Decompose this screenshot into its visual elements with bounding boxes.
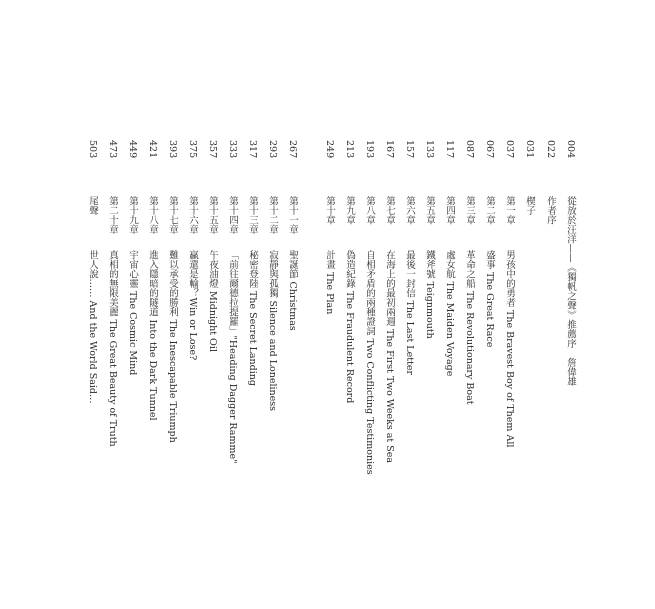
toc-entry [540, 0, 560, 609]
toc-chapter-label: 第七章 [384, 196, 395, 225]
toc-title: 真相的無限美麗 The Great Beauty of Truth [107, 250, 118, 447]
toc-chapter-label: 尾聲 [87, 196, 98, 215]
toc-page-number: 067 [484, 140, 495, 159]
toc-title: 贏還是輸？Win or Lose? [187, 250, 198, 361]
toc-title: 計畫 The Plan [324, 250, 335, 315]
toc-entry [262, 0, 282, 609]
toc-chapter-label: 第二十章 [107, 196, 118, 234]
toc-title: 聖誕節 Christmas [287, 250, 298, 331]
toc-chapter-label: 第九章 [344, 196, 355, 225]
toc-chapter-label: 第十七章 [167, 196, 178, 234]
toc-chapter-label: 第十三章 [247, 196, 258, 234]
toc-entry [222, 0, 242, 609]
toc-entry [319, 0, 339, 609]
toc-page-number: 333 [227, 140, 238, 159]
toc-chapter-label: 第十四章 [227, 196, 238, 234]
toc-chapter-label: 第八章 [364, 196, 375, 225]
toc-entry [439, 0, 459, 609]
toc-page-number: 317 [247, 140, 258, 159]
toc-entry [202, 0, 222, 609]
toc-chapter-label: 第十八章 [147, 196, 158, 234]
toc-entry [122, 0, 142, 609]
toc-chapter-label: 第十六章 [187, 196, 198, 234]
toc-page-number: 087 [464, 140, 475, 159]
toc-title: 革命之船 The Revolutionary Boat [464, 250, 475, 405]
toc-chapter-label: 第十五章 [207, 196, 218, 234]
toc-chapter-label: 第十章 [324, 196, 335, 225]
toc-entry [519, 0, 539, 609]
toc-page-number: 473 [107, 140, 118, 159]
toc-chapter-label: 第四章 [444, 196, 455, 225]
toc-entry [379, 0, 399, 609]
toc-entry [339, 0, 359, 609]
toc-page-number: 133 [424, 140, 435, 159]
toc-chapter-label: 第二章 [484, 196, 495, 225]
toc-entry [359, 0, 379, 609]
toc-entry [182, 0, 202, 609]
toc-page-number: 393 [167, 140, 178, 159]
toc-entry [499, 0, 519, 609]
toc-title: 鐵斧號 Teignmouth [424, 250, 435, 339]
toc-title: 宇宙心靈 The Cosmic Mind [127, 250, 138, 376]
toc-page-number: 503 [87, 140, 98, 159]
toc-title: 難以承受的勝利 The Inescapable Triumph [167, 250, 178, 443]
toc-entry [459, 0, 479, 609]
toc-page-number: 357 [207, 140, 218, 159]
toc-title: 進入隱暗的隧道 Into the Dark Tunnel [147, 250, 158, 421]
toc-entry [399, 0, 419, 609]
toc-page-number: 449 [127, 140, 138, 159]
toc-chapter-label: 第一章 [504, 196, 515, 225]
toc-title: 世人說…… And the World Said… [87, 250, 98, 404]
toc-page-number: 157 [404, 140, 415, 159]
toc-page-number: 037 [504, 140, 515, 159]
toc-title: 從放於汪洋——《獨帆之聲》推薦序 詹偉雄 [565, 196, 576, 386]
toc-title: 午夜油燈 Midnight Oil [207, 250, 218, 352]
toc-chapter-label: 第十九章 [127, 196, 138, 234]
toc-entry [419, 0, 439, 609]
toc-page-number: 117 [444, 140, 455, 159]
toc-page-number: 031 [524, 140, 535, 159]
toc-title: 「前往爾德拉提羅」"Heading Dagger Ramme" [227, 250, 238, 464]
toc-chapter-label: 第六章 [404, 196, 415, 225]
toc-page-number: 167 [384, 140, 395, 159]
toc-page-number: 375 [187, 140, 198, 159]
toc-page-number: 249 [324, 140, 335, 159]
toc-entry [479, 0, 499, 609]
toc-entry [162, 0, 182, 609]
toc-chapter-label: 第三章 [464, 196, 475, 225]
toc-chapter-label: 第十一章 [287, 196, 298, 234]
toc-title: 自相矛盾的兩種證詞 Two Conflicting Testimonies [364, 250, 375, 475]
toc-entry [82, 0, 102, 609]
toc-page-number: 022 [545, 140, 556, 159]
toc-entry [282, 0, 302, 609]
toc-title: 偽造紀錄 The Fraudulent Record [344, 250, 355, 404]
toc-title: 作者序 [545, 196, 556, 225]
toc-entry [560, 0, 580, 609]
toc-page-number: 421 [147, 140, 158, 159]
toc-title: 寂靜與孤獨 Silence and Loneliness [267, 250, 278, 412]
toc-title: 男孩中的勇者 The Bravest Boy of Them All [504, 250, 515, 448]
toc-page-number: 004 [565, 140, 576, 159]
toc-page-number: 193 [364, 140, 375, 159]
toc-title: 盛事 The Great Race [484, 250, 495, 348]
toc-chapter-label: 第五章 [424, 196, 435, 225]
toc-page-number: 213 [344, 140, 355, 159]
toc-entry [242, 0, 262, 609]
toc-chapter-label: 楔子 [524, 196, 535, 215]
toc-entry [142, 0, 162, 609]
toc-title: 最後一封信 The Last Letter [404, 250, 415, 376]
toc-entry [102, 0, 122, 609]
toc-page-number: 293 [267, 140, 278, 159]
toc-title: 處女航 The Maiden Voyage [444, 250, 455, 377]
toc-title: 秘密登陸 The Secret Landing [247, 250, 258, 386]
toc-title: 在海上的最初兩週 The First Two Weeks at Sea [384, 250, 395, 464]
toc-page-number: 267 [287, 140, 298, 159]
toc-chapter-label: 第十二章 [267, 196, 278, 234]
